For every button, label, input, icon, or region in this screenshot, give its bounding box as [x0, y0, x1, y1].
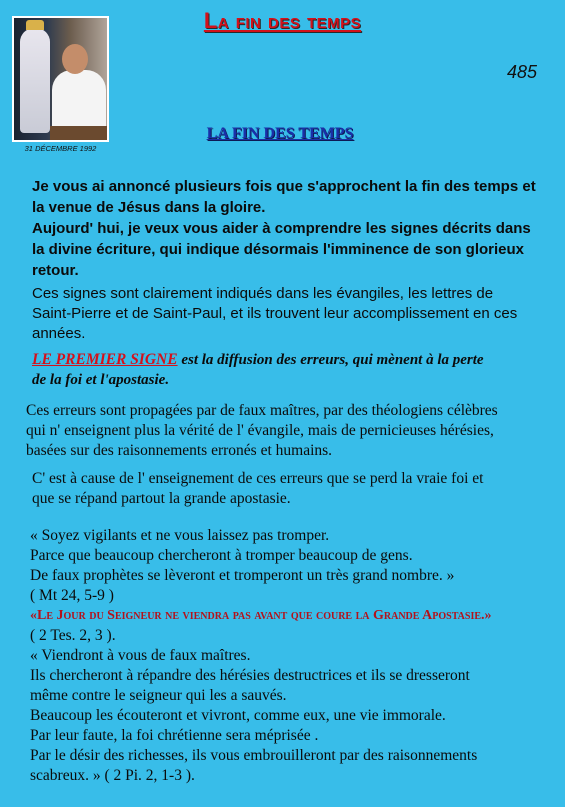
- photo: [12, 16, 109, 142]
- cause-paragraph: [32, 469, 542, 509]
- intro-line: Aujourd' hui, je veux vous aider à comprendre les signes décrits dans: [32, 220, 531, 237]
- intro-line: la divine écriture, qui indique désormais l'imminence de son glorieux: [32, 241, 525, 258]
- quote-line: ( Mt 24, 5-9 ): [30, 587, 114, 604]
- crown-icon: [26, 20, 44, 30]
- page-title: La fin des temps: [203, 8, 362, 33]
- quote-line: scabreux. » ( 2 Pi. 2, 1-3 ).: [30, 767, 195, 784]
- photo-caption: 31 DÉCEMBRE 1992: [24, 144, 97, 153]
- first-sign-label: LE PREMIER SIGNE: [32, 351, 178, 368]
- quote-line: ( 2 Tes. 2, 3 ).: [30, 627, 116, 644]
- errors-line: qui n' enseignent plus la vérité de l' évangile, mais de pernicieuses hérésies,: [26, 422, 494, 439]
- intro-paragraph: [32, 176, 547, 281]
- errors-paragraph: [26, 401, 551, 461]
- quotes-paragraph: [30, 526, 560, 786]
- lectern: [50, 126, 107, 140]
- priest-head: [62, 44, 88, 74]
- first-sign-text: de la foi et l'apostasie.: [32, 372, 170, 388]
- quote-line: « Viendront à vous de faux maîtres.: [30, 647, 251, 664]
- quote-line: même contre le seigneur qui les a sauvés.: [30, 687, 287, 704]
- quote-line: Ils chercheront à répandre des hérésies destructrices et ils se dresseront: [30, 667, 470, 684]
- first-sign-paragraph: [32, 350, 547, 390]
- quote-line: Parce que beaucoup chercheront à tromper beaucoup de gens.: [30, 547, 413, 564]
- quote-line: De faux prophètes se lèveront et tromperont un très grand nombre. »: [30, 567, 455, 584]
- signs-line: Saint-Pierre et de Saint-Paul, et ils trouvent leur accomplissement en ces: [32, 305, 518, 322]
- signs-paragraph: [32, 284, 542, 344]
- intro-line: la venue de Jésus dans la gloire.: [32, 199, 266, 216]
- statue-figure: [20, 28, 50, 133]
- signs-line: Ces signes sont clairement indiqués dans les évangiles, les lettres de: [32, 285, 494, 302]
- section-subtitle: LA FIN DES TEMPS: [206, 125, 354, 142]
- quote-line: Par le désir des richesses, ils vous embrouilleront par des raisonnements: [30, 747, 478, 764]
- intro-line: Je vous ai annoncé plusieurs fois que s'approchent la fin des temps et: [32, 178, 536, 195]
- red-quote: «Le Jour du Seigneur ne viendra pas avant que coure la Grande Apostasie.»: [30, 608, 492, 623]
- first-sign-text: est la diffusion des erreurs, qui mènent à la perte: [177, 352, 484, 368]
- page-number: 485: [506, 62, 537, 82]
- quote-line: « Soyez vigilants et ne vous laissez pas tromper.: [30, 527, 330, 544]
- cause-line: que se répand partout la grande apostasie.: [32, 490, 291, 507]
- quote-line: Par leur faute, la foi chrétienne sera méprisée .: [30, 727, 319, 744]
- intro-line: retour.: [32, 262, 79, 279]
- cause-line: C' est à cause de l' enseignement de ces erreurs que se perd la vraie foi et: [32, 470, 484, 487]
- errors-line: basées sur des raisonnements erronés et humains.: [26, 442, 333, 459]
- quote-line: Beaucoup les écouteront et vivront, comme eux, une vie immorale.: [30, 707, 446, 724]
- signs-line: années.: [32, 325, 86, 342]
- errors-line: Ces erreurs sont propagées par de faux maîtres, par des théologiens célèbres: [26, 402, 498, 419]
